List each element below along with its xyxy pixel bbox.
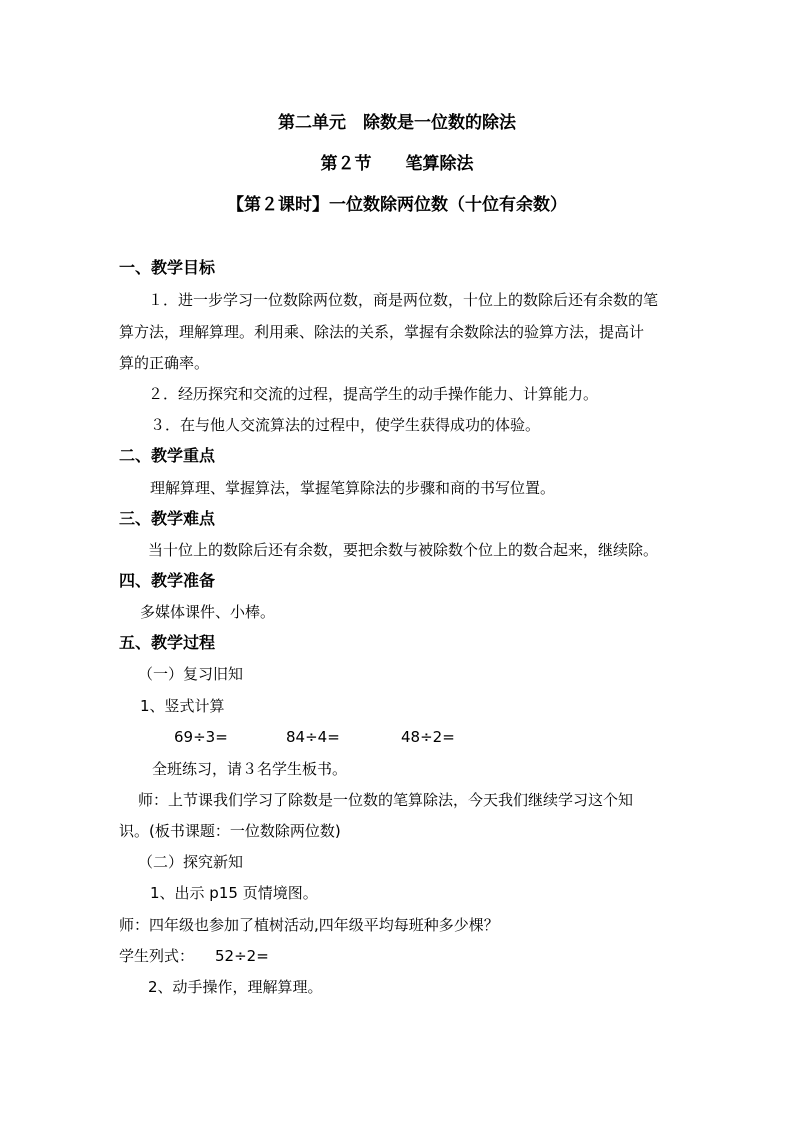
prep-text: 多媒体课件、小棒。: [140, 603, 276, 621]
goals-heading: 一、教学目标: [119, 258, 216, 277]
calc-2: 84÷4=: [286, 728, 340, 746]
review-heading: （一）复习旧知: [138, 665, 244, 683]
goal1-line3: 算的正确率。: [119, 354, 210, 372]
explore-item2: 2、动手操作，理解算理。: [148, 978, 323, 996]
difficulty-heading: 三、教学难点: [119, 509, 216, 528]
review-item1: 1、竖式计算: [140, 697, 225, 715]
unit-title: 第二单元 除数是一位数的除法: [278, 113, 516, 133]
calc-1: 69÷3=: [174, 728, 228, 746]
practice-text: 全班练习，请３名学生板书。: [152, 760, 348, 778]
difficulty-text: 当十位上的数除后还有余数，要把余数与被除数个位上的数合起来，继续除。: [148, 541, 659, 559]
teacher1-line1: 师：上节课我们学习了除数是一位数的笔算除法，今天我们继续学习这个知: [138, 791, 634, 809]
goal2: ２．经历探究和交流的过程，提高学生的动手操作能力、计算能力。: [148, 385, 599, 403]
student-formula-label: 学生列式：: [119, 947, 195, 965]
prep-heading: 四、教学准备: [119, 571, 216, 590]
section-title: 第２节 笔算除法: [320, 154, 474, 174]
goal1-line2: 算方法，理解算理。利用乘、除法的关系，掌握有余数除法的验算方法，提高计: [119, 323, 645, 341]
explore-item1: 1、出示 p15 页情境图。: [150, 884, 318, 902]
process-heading: 五、教学过程: [119, 633, 216, 652]
calc-3: 48÷2=: [401, 728, 455, 746]
goal1-line1: １．进一步学习一位数除两位数，商是两位数，十位上的数除后还有余数的笔: [148, 291, 659, 309]
key-heading: 二、教学重点: [119, 446, 216, 465]
lesson-title: 【第２课时】一位数除两位数（十位有余数）: [227, 195, 567, 215]
key-text: 理解算理、掌握算法，掌握笔算除法的步骤和商的书写位置。: [150, 479, 556, 497]
goal3: ３．在与他人交流算法的过程中，使学生获得成功的体验。: [150, 416, 541, 434]
student-formula: 52÷2=: [215, 947, 269, 965]
explore-heading: （二）探究新知: [138, 853, 244, 871]
teacher1-line2: 识。(板书课题：一位数除两位数): [119, 822, 341, 840]
teacher2: 师：四年级也参加了植树活动,四年级平均每班种多少棵？: [119, 916, 499, 934]
